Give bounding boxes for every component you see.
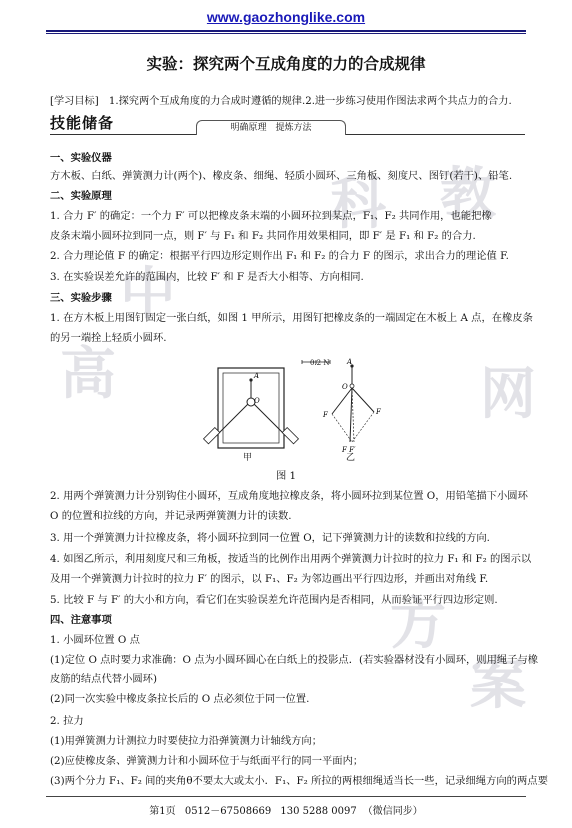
watermark: 中 (120, 261, 176, 327)
figure-yi (302, 358, 382, 454)
paragraph: 2. 拉力 (50, 715, 84, 727)
document-page: 高 中 教 科 网 方 案 www.gaozhonglike.com 实验：探究两个互成角度的力的合成规律 [学习目标] 1.探究两个互成角度的力合成时遵循的规律.2.进一步练习使用作图法求两个共点力的合力. 技能储备 明确原理 提炼方法 一、实验仪器 方木板、白纸、弹簧测力计(两个)、橡皮条、细绳、轻质小圆环、三角板、刻度尺、图钉(若干)、铅笔. 二、实验原理 1. 合力 F′ 的确定：一个力 F′ 可以把橡皮条末端的小圆环拉到某点，F₁、F₂ 共同作用，也能把橡 皮条末端小圆环拉到同一点，则 F′ 与 F₁ 和 F₂ 共同作用效果相同，即 F′ 是 F₁ 和 F₂ 的合力. 2. 合力理论值 F 的确定：根据平行四边形定则作出 F₁ 和 F₂ 的合力 F 的图示，求出合力的理论值 F. 3. 在实验误差允许的范围内，比较 F′ 和 F 是否大小相等、方向相同. 三、实验步骤 1. 在方木板上用图钉固定一张白纸，如图 1 甲所示，用图钉把橡皮条的一端固定在木板上 A 点，在橡皮条 的另一端拴上轻质小圆环. A O A O F F F F′ 0.2 N 甲 乙 图 1 2. 用两个弹簧测力计分别钩住小圆环，互成角度地拉橡皮条，将小圆环拉到某位置 O，用铅笔描下小圆环 O 的位置和拉线的方向，并记录两弹簧测力计的读数. 3. 用一个弹簧测力计拉橡皮条，将小圆环拉到同一位置 O，记下弹簧测力计的读数和拉线的方向. 4. 如图乙所示，利用刻度尺和三角板，按适当的比例作出用两个弹簧测力计拉时的拉力 F₁ 和 F₂ 的图示以 及用一个弹簧测力计拉时的拉力 F′ 的图示，以 F₁、F₂ 为邻边画出平行四边形，并画出对角线 F. 5. 比较 F 与 F′ 的大小和方向，看它们在实验误差允许范围内是否相同，从而验证平行四边形定则. 四、注意事项 1. 小圆环位置 O 点 (1)定位 O 点时要力求准确：O 点为小圆环圆心在白纸上的投影点．(若实验器材没有小圆环，则用绳子与橡 皮筋的结点代替小圆环) (2)同一次实验中橡皮条拉长后的 O 点必须位于同一位置. 2. 拉力 (1)用弹簧测力计测拉力时要使拉力沿弹簧测力计轴线方向； (2)应使橡皮条、弹簧测力计和小圆环位于与纸面平行的同一平面内； (3)两个分力 F₁、F₂ 间的夹角θ不要太大或太小．F₁、F₂ 所拉的两根细绳适当长一些，记录细绳方向的两点要 第1页 0512－67508669 130 5288 0097 （微信同步） (0, 0, 572, 828)
svg-text:F F′: F F′ (342, 446, 356, 454)
figure-label-yi: 乙 (346, 453, 356, 463)
svg-text:O: O (254, 397, 260, 405)
paragraph: 1. 在方木板上用图钉固定一张白纸，如图 1 甲所示，用图钉把橡皮条的一端固定在木板上 A 点，在橡皮条 (50, 312, 533, 324)
skill-heading: 技能储备 (50, 114, 115, 132)
page-number: 第1页 (149, 806, 176, 817)
header-url[interactable]: www.gaozhonglike.com (206, 9, 366, 25)
watermark: 方 (390, 591, 446, 657)
footer-phone: 130 5288 0097 (280, 806, 357, 817)
paragraph: (3)两个分力 F₁、F₂ 间的夹角θ不要太大或太小．F₁、F₂ 所拉的两根细绳适当长一些，记录细绳方向的两点要 (50, 775, 548, 787)
paragraph: 5. 比较 F 与 F′ 的大小和方向，看它们在实验误差允许范围内是否相同，从而验证平行四边形定则. (50, 594, 498, 606)
skill-section-header (50, 112, 525, 134)
figure-caption: 图 1 (275, 470, 297, 482)
paragraph: 3. 用一个弹簧测力计拉橡皮条，将小圆环拉到同一位置 O，记下弹簧测力计的读数和拉线的方向. (50, 532, 490, 544)
paragraph: O 的位置和拉线的方向，并记录两弹簧测力计的读数. (50, 510, 292, 522)
skill-tab: 明确原理 提炼方法 (196, 120, 346, 135)
watermark: 网 (480, 361, 536, 427)
watermark: 案 (470, 651, 526, 717)
paragraph: 2. 用两个弹簧测力计分别钩住小圆环，互成角度地拉橡皮条，将小圆环拉到某位置 O，用铅笔描下小圆环 (50, 490, 528, 502)
svg-text:F: F (376, 408, 381, 416)
svg-text:F: F (323, 411, 328, 419)
paragraph: (2)同一次实验中橡皮条拉长后的 O 点必须位于同一位置. (50, 693, 310, 705)
paragraph: 皮条末端小圆环拉到同一点，则 F′ 与 F₁ 和 F₂ 共同作用效果相同，即 F′ 是 F₁ 和 F₂ 的合力. (50, 230, 476, 242)
paragraph: 1. 合力 F′ 的确定：一个力 F′ 可以把橡皮条末端的小圆环拉到某点，F₁、F₂ 共同作用，也能把橡 (50, 210, 492, 222)
paragraph: 及用一个弹簧测力计拉时的拉力 F′ 的图示，以 F₁、F₂ 为邻边画出平行四边形，并画出对角线 F. (50, 573, 489, 585)
footer-divider (46, 796, 526, 797)
paragraph: (2)应使橡皮条、弹簧测力计和小圆环位于与纸面平行的同一平面内； (50, 755, 364, 767)
header-divider (46, 30, 526, 32)
learning-goal: [学习目标] 1.探究两个互成角度的力合成时遵循的规律.2.进一步练习使用作图法求两个共点力的合力. (50, 96, 512, 107)
scale-label: 0.2 N (310, 359, 330, 367)
figure-jia (204, 368, 299, 448)
footer-note: （微信同步） (362, 806, 423, 817)
paragraph: 3. 在实验误差允许的范围内，比较 F′ 和 F 是否大小相等、方向相同. (50, 271, 364, 283)
page-title: 实验：探究两个互成角度的力的合成规律 (146, 55, 426, 73)
section-heading: 一、实验仪器 (50, 152, 112, 164)
section-heading: 四、注意事项 (50, 614, 112, 626)
svg-text:A: A (347, 358, 353, 366)
paragraph: 皮筋的结点代替小圆环) (50, 673, 157, 685)
section-heading: 三、实验步骤 (50, 292, 112, 304)
paragraph: (1)定位 O 点时要力求准确：O 点为小圆环圆心在白纸上的投影点．(若实验器材没有小圆环，则用绳子与橡 (50, 654, 539, 666)
paragraph: 4. 如图乙所示，利用刻度尺和三角板，按适当的比例作出用两个弹簧测力计拉时的拉力 F₁ 和 F₂ 的图示以 (50, 553, 532, 565)
svg-text:A: A (254, 372, 260, 380)
section-heading: 二、实验原理 (50, 190, 112, 202)
paragraph: 2. 合力理论值 F 的确定：根据平行四边形定则作出 F₁ 和 F₂ 的合力 F 的图示，求出合力的理论值 F. (50, 250, 509, 262)
watermark: 科 (330, 171, 386, 237)
footer-phone: 0512－67508669 (184, 806, 272, 817)
paragraph: 的另一端拴上轻质小圆环. (50, 332, 167, 344)
footer (0, 802, 572, 817)
svg-text:O: O (342, 383, 348, 391)
paragraph: (1)用弹簧测力计测拉力时要使拉力沿弹簧测力计轴线方向； (50, 735, 323, 747)
paragraph: 1. 小圆环位置 O 点 (50, 634, 140, 646)
figure-label-jia: 甲 (243, 453, 253, 463)
experiment-diagram (190, 356, 400, 466)
header-divider (46, 33, 526, 34)
paragraph: 方木板、白纸、弹簧测力计(两个)、橡皮条、细绳、轻质小圆环、三角板、刻度尺、图钉(若干)、铅笔. (50, 170, 513, 182)
watermark: 教 (440, 161, 496, 227)
